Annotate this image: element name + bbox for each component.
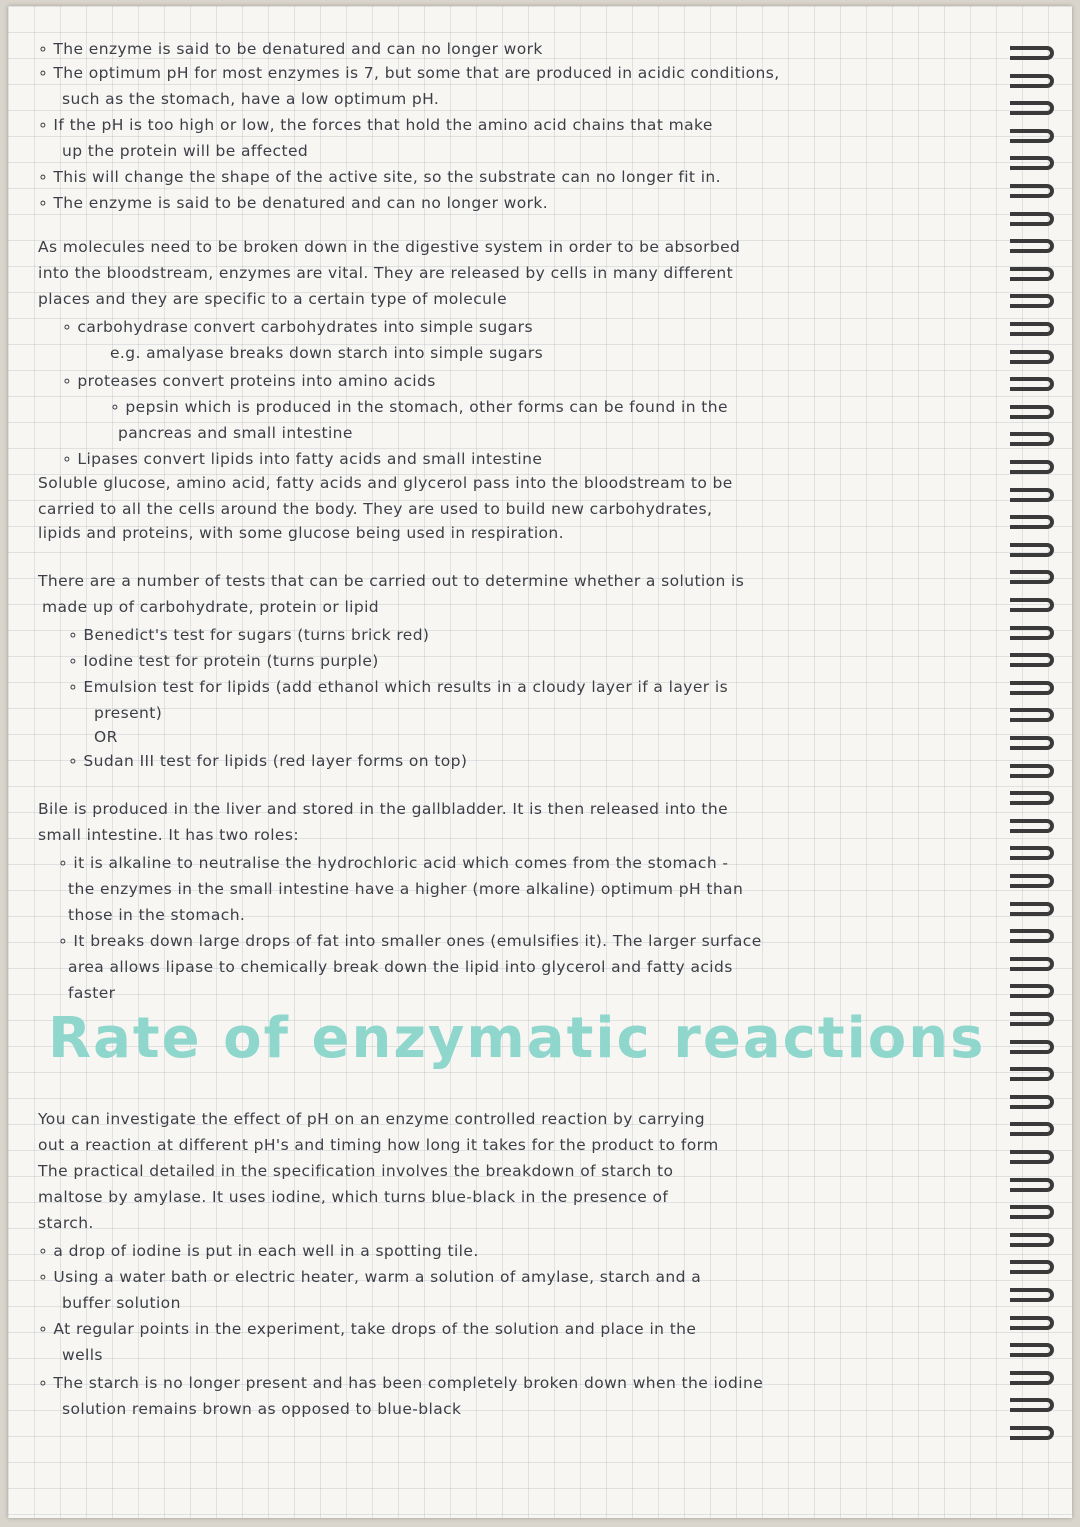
spiral-ring (1010, 819, 1054, 833)
note-line: starch. (38, 1214, 94, 1232)
note-line: out a reaction at different pH's and timing how long it takes for the product to form (38, 1136, 719, 1154)
note-line: ∘ proteases convert proteins into amino acids (62, 372, 436, 390)
note-line: ∘ The starch is no longer present and has been completely broken down when the iodine (38, 1374, 764, 1392)
spiral-ring (1010, 212, 1054, 226)
note-line: ∘ It breaks down large drops of fat into smaller ones (emulsifies it). The larger surface (58, 932, 762, 950)
spiral-ring (1010, 653, 1054, 667)
spiral-ring (1010, 1233, 1054, 1247)
spiral-ring (1010, 377, 1054, 391)
spiral-ring (1010, 708, 1054, 722)
spiral-ring (1010, 1398, 1054, 1412)
note-line: pancreas and small intestine (118, 424, 353, 442)
spiral-ring (1010, 515, 1054, 529)
note-line: maltose by amylase. It uses iodine, which turns blue-black in the presence of (38, 1188, 669, 1206)
note-line: ∘ The enzyme is said to be denatured and can no longer work (38, 40, 543, 58)
spiral-ring (1010, 129, 1054, 143)
spiral-ring (1010, 598, 1054, 612)
note-line: such as the stomach, have a low optimum pH. (62, 90, 440, 108)
note-line: ∘ a drop of iodine is put in each well in a spotting tile. (38, 1242, 479, 1260)
note-line: ∘ This will change the shape of the active site, so the substrate can no longer fit in. (38, 168, 721, 186)
note-line: into the bloodstream, enzymes are vital. They are released by cells in many different (38, 264, 734, 282)
spiral-ring (1010, 957, 1054, 971)
note-line: solution remains brown as opposed to blue-black (62, 1400, 462, 1418)
spiral-ring (1010, 1150, 1054, 1164)
note-line: those in the stomach. (68, 906, 246, 924)
section-heading: Rate of enzymatic reactions (48, 1006, 986, 1071)
spiral-ring (1010, 101, 1054, 115)
note-line: the enzymes in the small intestine have a higher (more alkaline) optimum pH than (68, 880, 744, 898)
spiral-ring (1010, 1205, 1054, 1219)
note-line: ∘ it is alkaline to neutralise the hydrochloric acid which comes from the stomach - (58, 854, 729, 872)
spiral-ring (1010, 322, 1054, 336)
spiral-ring (1010, 1343, 1054, 1357)
note-line: There are a number of tests that can be carried out to determine whether a solution is (38, 572, 745, 590)
note-line: ∘ Lipases convert lipids into fatty acids and small intestine (62, 450, 543, 468)
spiral-ring (1010, 1122, 1054, 1136)
note-line: ∘ If the pH is too high or low, the forces that hold the amino acid chains that make (38, 116, 713, 134)
spiral-ring (1010, 929, 1054, 943)
note-line: faster (68, 984, 116, 1002)
spiral-ring (1010, 1067, 1054, 1081)
spiral-ring (1010, 1040, 1054, 1054)
note-line: ∘ Sudan III test for lipids (red layer forms on top) (68, 752, 468, 770)
spiral-ring (1010, 239, 1054, 253)
note-line: You can investigate the effect of pH on an enzyme controlled reaction by carrying (38, 1110, 705, 1128)
note-line: present) (94, 704, 163, 722)
spiral-ring (1010, 764, 1054, 778)
spiral-ring (1010, 488, 1054, 502)
spiral-ring (1010, 1371, 1054, 1385)
spiral-ring (1010, 1012, 1054, 1026)
spiral-ring (1010, 46, 1054, 60)
spiral-ring (1010, 736, 1054, 750)
note-line: small intestine. It has two roles: (38, 826, 299, 844)
note-line: area allows lipase to chemically break down the lipid into glycerol and fatty acids (68, 958, 733, 976)
spiral-ring (1010, 184, 1054, 198)
note-line: Bile is produced in the liver and stored in the gallbladder. It is then released into the (38, 800, 729, 818)
spiral-ring (1010, 156, 1054, 170)
note-line: ∘ The enzyme is said to be denatured and can no longer work. (38, 194, 549, 212)
note-line: buffer solution (62, 1294, 181, 1312)
note-line: ∘ At regular points in the experiment, take drops of the solution and place in the (38, 1320, 697, 1338)
note-line: ∘ pepsin which is produced in the stomach, other forms can be found in the (110, 398, 728, 416)
spiral-ring (1010, 984, 1054, 998)
spiral-ring (1010, 432, 1054, 446)
note-line: The practical detailed in the specification involves the breakdown of starch to (38, 1162, 674, 1180)
spiral-ring (1010, 1095, 1054, 1109)
spiral-ring (1010, 902, 1054, 916)
spiral-ring (1010, 791, 1054, 805)
spiral-ring (1010, 626, 1054, 640)
note-line: e.g. amalyase breaks down starch into simple sugars (110, 344, 544, 362)
spiral-ring (1010, 570, 1054, 584)
notebook-page (8, 6, 1072, 1518)
note-line: Soluble glucose, amino acid, fatty acids and glycerol pass into the bloodstream to be (38, 474, 733, 492)
note-line: carried to all the cells around the body. They are used to build new carbohydrates, (38, 500, 713, 518)
note-line: made up of carbohydrate, protein or lipid (42, 598, 380, 616)
spiral-ring (1010, 294, 1054, 308)
note-line: ∘ The optimum pH for most enzymes is 7, but some that are produced in acidic conditions, (38, 64, 780, 82)
note-line: ∘ Iodine test for protein (turns purple) (68, 652, 379, 670)
spiral-ring (1010, 543, 1054, 557)
note-line: lipids and proteins, with some glucose being used in respiration. (38, 524, 564, 542)
spiral-ring (1010, 350, 1054, 364)
spiral-ring (1010, 267, 1054, 281)
note-line: places and they are specific to a certain type of molecule (38, 290, 508, 308)
spiral-ring (1010, 460, 1054, 474)
note-line: ∘ Benedict's test for sugars (turns brick red) (68, 626, 430, 644)
spiral-ring (1010, 1426, 1054, 1440)
spiral-ring (1010, 405, 1054, 419)
note-line: As molecules need to be broken down in the digestive system in order to be absorbed (38, 238, 741, 256)
spiral-ring (1010, 1288, 1054, 1302)
spiral-ring (1010, 874, 1054, 888)
note-line: ∘ Using a water bath or electric heater, warm a solution of amylase, starch and a (38, 1268, 702, 1286)
spiral-ring (1010, 1316, 1054, 1330)
note-line: up the protein will be affected (62, 142, 309, 160)
note-line: OR (94, 728, 118, 746)
spiral-ring (1010, 1260, 1054, 1274)
note-line: wells (62, 1346, 103, 1364)
note-line: ∘ Emulsion test for lipids (add ethanol which results in a cloudy layer if a layer is (68, 678, 729, 696)
spiral-ring (1010, 681, 1054, 695)
spiral-ring (1010, 846, 1054, 860)
spiral-ring (1010, 1178, 1054, 1192)
spiral-ring (1010, 74, 1054, 88)
note-line: ∘ carbohydrase convert carbohydrates into simple sugars (62, 318, 533, 336)
spiral-binding (1010, 46, 1058, 1466)
